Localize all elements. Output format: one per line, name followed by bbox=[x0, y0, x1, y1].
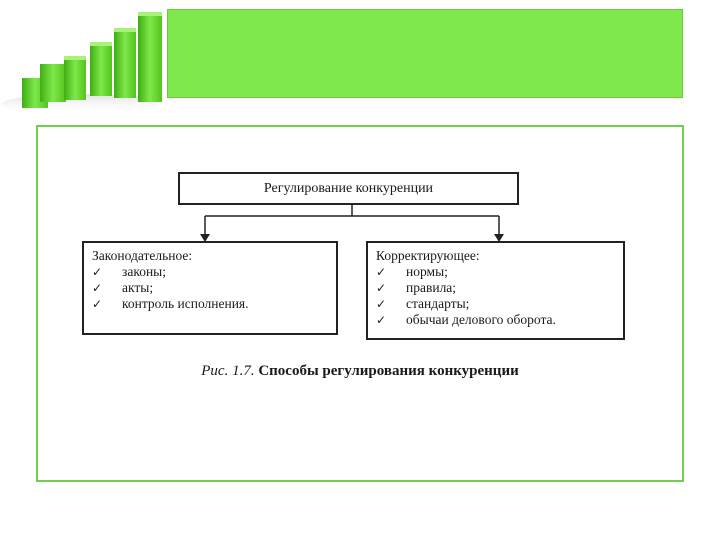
check-icon: ✓ bbox=[376, 297, 387, 311]
legislative-node bbox=[82, 241, 338, 335]
check-icon: ✓ bbox=[376, 313, 387, 327]
check-icon: ✓ bbox=[92, 281, 103, 295]
figure-title: Способы регулирования конкуренции bbox=[258, 363, 519, 379]
check-icon: ✓ bbox=[92, 265, 103, 279]
list-item: ✓ стандарты; bbox=[376, 296, 470, 311]
list-item: ✓ акты; bbox=[92, 280, 154, 295]
list-item: ✓ правила; bbox=[376, 280, 457, 295]
list-item: ✓ обычаи делового оборота. bbox=[376, 312, 556, 327]
corrective-node bbox=[366, 241, 625, 340]
root-node-label: Регулирование конкуренции bbox=[263, 180, 434, 196]
figure-caption bbox=[0, 363, 720, 380]
check-icon: ✓ bbox=[376, 265, 387, 279]
legislative-title: Законодательное: bbox=[92, 248, 193, 263]
list-item: ✓ законы; bbox=[92, 264, 166, 279]
list-item: ✓ контроль исполнения. bbox=[92, 296, 249, 311]
root-node bbox=[178, 172, 519, 205]
figure-number: Рис. 1.7. bbox=[201, 363, 255, 379]
corrective-title: Корректирующее: bbox=[376, 248, 480, 263]
check-icon: ✓ bbox=[92, 297, 103, 311]
check-icon: ✓ bbox=[376, 281, 387, 295]
list-item: ✓ нормы; bbox=[376, 264, 448, 279]
